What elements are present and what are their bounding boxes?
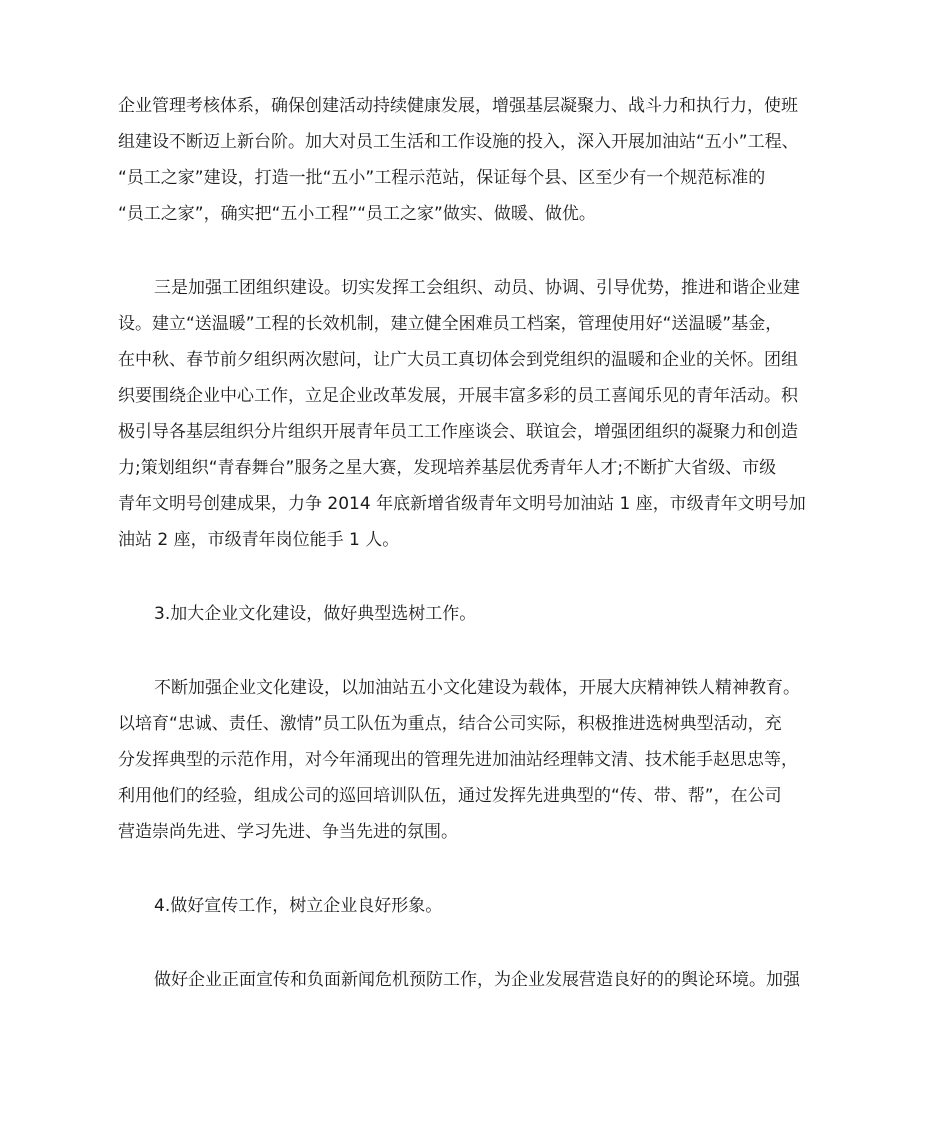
paragraph-line: 组建设不断迈上新台阶。加大对员工生活和工作设施的投入，深入开展加油站“五小”工程、: [118, 132, 799, 152]
paragraph-line: “员工之家”建设，打造一批“五小”工程示范站，保证每个县、区至少有一个规范标准的: [118, 168, 766, 188]
paragraph-line: 力;策划组织“青春舞台”服务之星大赛，发现培养基层优秀青年人才;不断扩大省级、市级: [118, 458, 777, 478]
paragraph-line: 织要围绕企业中心工作，立足企业改革发展，开展丰富多彩的员工喜闻乐见的青年活动。积: [118, 386, 798, 406]
paragraph-line: 分发挥典型的示范作用，对今年涌现出的管理先进加油站经理韩文清、技术能手赵思忠等，: [118, 750, 798, 770]
paragraph-line: 不断加强企业文化建设，以加油站五小文化建设为载体，开展大庆精神铁人精神教育。: [154, 678, 800, 698]
paragraph-line: 企业管理考核体系，确保创建活动持续健康发展，增强基层凝聚力、战斗力和执行力，使班: [118, 96, 798, 116]
paragraph-line: 利用他们的经验，组成公司的巡回培训队伍，通过发挥先进典型的“传、带、帮”，在公司: [118, 786, 782, 806]
paragraph-line: 青年文明号创建成果，力争 2014 年底新增省级青年文明号加油站 1 座，市级青年文明号加: [118, 494, 806, 514]
paragraph-line: 营造崇尚先进、学习先进、争当先进的氛围。: [118, 822, 458, 842]
section-heading: 4.做好宣传工作，树立企业良好形象。: [154, 896, 443, 916]
paragraph-line: 极引导各基层组织分片组织开展青年员工工作座谈会、联谊会，增强团组织的凝聚力和创造: [118, 422, 798, 442]
paragraph-line: 以培育“忠诚、责任、激情”员工队伍为重点，结合公司实际，积极推进选树典型活动，充: [118, 714, 782, 734]
paragraph-line: “员工之家”，确实把“五小工程”“员工之家”做实、做暖、做优。: [118, 204, 596, 224]
paragraph-line: 设。建立“送温暖”工程的长效机制，建立健全困难员工档案，管理使用好“送温暖”基金，: [118, 314, 783, 334]
section-heading: 3.加大企业文化建设，做好典型选树工作。: [154, 604, 477, 624]
paragraph-line: 做好企业正面宣传和负面新闻危机预防工作，为企业发展营造良好的的舆论环境。加强: [154, 970, 800, 990]
paragraph-line: 在中秋、春节前夕组织两次慰问，让广大员工真切体会到党组织的温暖和企业的关怀。团组: [118, 350, 798, 370]
paragraph-line: 油站 2 座，市级青年岗位能手 1 人。: [118, 530, 400, 550]
paragraph-line: 三是加强工团组织建设。切实发挥工会组织、动员、协调、引导优势，推进和谐企业建: [154, 278, 800, 298]
